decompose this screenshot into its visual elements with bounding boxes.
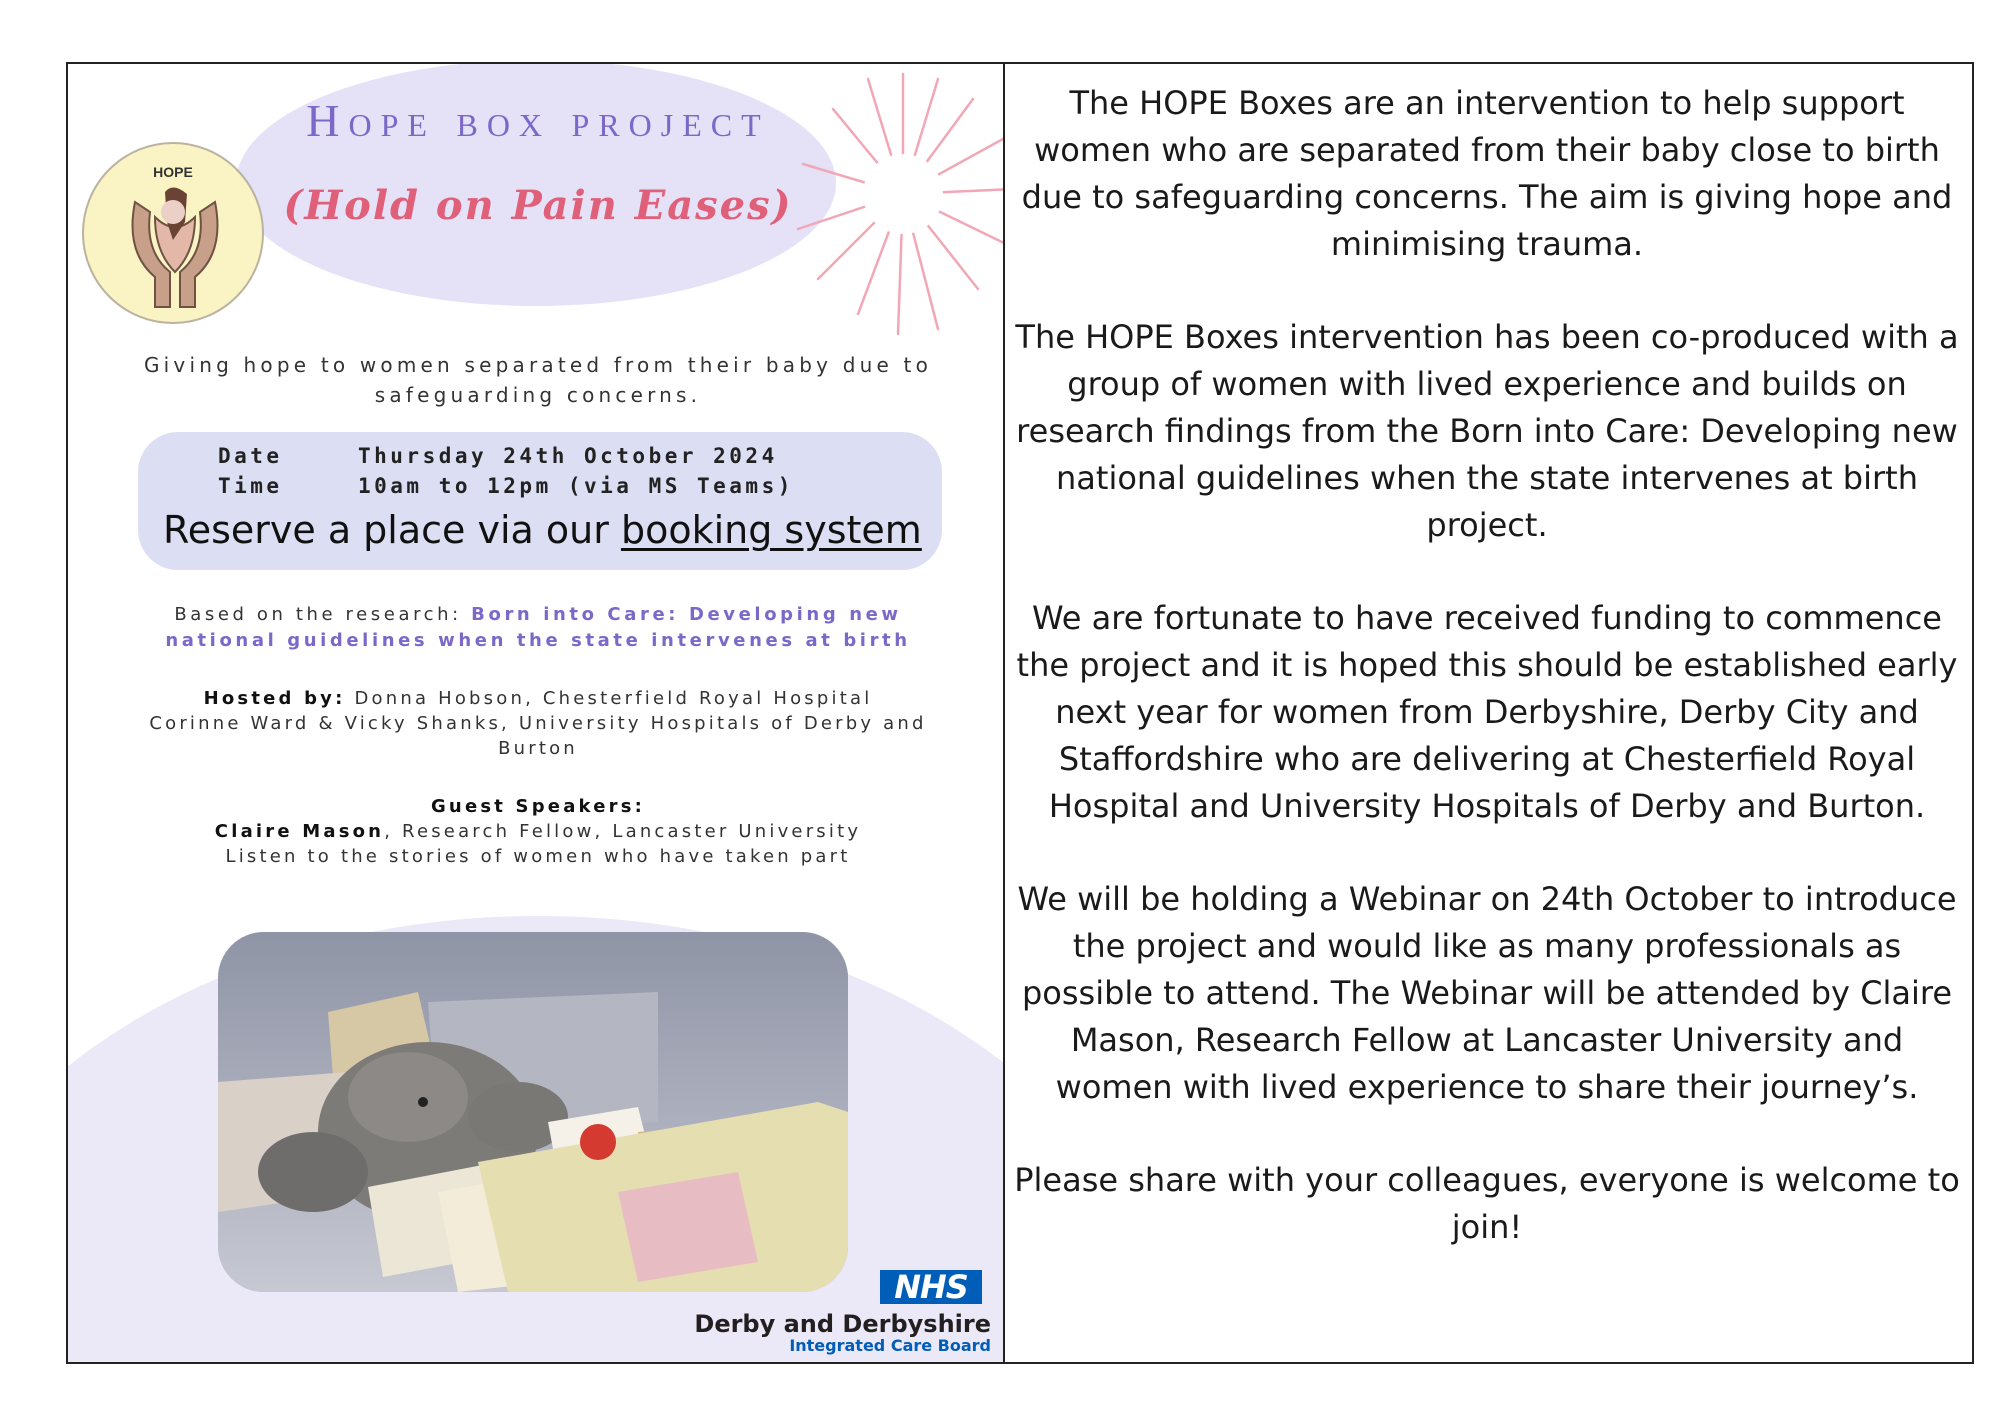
hosted-label: Hosted by: — [203, 688, 346, 709]
column-divider — [1003, 62, 1005, 1364]
logo-text: HOPE — [153, 164, 193, 180]
flyer-subtitle: (Hold on Pain Eases) — [283, 182, 793, 229]
paragraph-intro: The HOPE Boxes are an intervention to help support women who are separated from their baby close to birth due to safeguarding concerns. The aim is giving hope and minimising trauma. — [1021, 84, 1953, 263]
nhs-org-name: Derby and Derbyshire — [694, 1310, 991, 1338]
time-value: 10am to 12pm (via MS Teams) — [358, 474, 794, 498]
nhs-logo: NHS — [880, 1270, 982, 1304]
hosted-line-1: Donna Hobson, Chesterfield Royal Hospital — [345, 688, 873, 709]
date-value: Thursday 24th October 2024 — [358, 444, 778, 468]
guest-role: , Research Fellow, Lancaster University — [384, 821, 862, 842]
time-label: Time — [218, 474, 283, 498]
firework-burst-icon — [788, 64, 1003, 344]
description-panel — [1012, 80, 1962, 1297]
flyer-tagline: Giving hope to women separated from their baby due to safeguarding concerns. — [143, 353, 933, 407]
paragraph-coproduced: The HOPE Boxes intervention has been co-produced with a group of women with lived experience and builds on research findings from the Born into Care: Developing new national guidelines when the state intervenes at birth project. — [1015, 318, 1959, 544]
hosted-line-2: Corinne Ward & Vicky Shanks, University Hospitals of Derby and Burton — [149, 713, 927, 759]
guest-label: Guest Speakers: — [430, 796, 646, 817]
hope-box-photo — [218, 932, 848, 1292]
guest-speakers — [118, 794, 958, 869]
research-prefix: Based on the research: — [174, 604, 472, 625]
hands-icon — [115, 182, 235, 312]
paragraph-webinar: We will be holding a Webinar on 24th October to introduce the project and would like as many professionals as possible to attend. The Webinar will be attended by Claire Mason, Research Fellow at Lancaster University and women with lived experience to share their journey’s. — [1017, 880, 1957, 1106]
booking-system-link[interactable]: booking system — [620, 508, 922, 552]
event-flyer — [68, 64, 1003, 1362]
hope-logo — [82, 142, 264, 324]
research-title: Born into Care: Developing new national guidelines when the state intervenes at birth — [165, 604, 911, 651]
reserve-line — [163, 508, 922, 552]
guest-name: Claire Mason — [214, 821, 385, 842]
hosted-by — [118, 686, 958, 761]
reserve-prefix: Reserve a place via our — [163, 508, 621, 552]
date-label: Date — [218, 444, 283, 468]
nhs-org-subtitle: Integrated Care Board — [789, 1336, 991, 1355]
paragraph-share: Please share with your colleagues, everyone is welcome to join! — [1014, 1161, 1960, 1246]
research-reference — [128, 602, 948, 654]
paragraph-funding: We are fortunate to have received funding to commence the project and it is hoped this should be established early next year for women from Derbyshire, Derby City and Staffordshire who are delivering at Chesterfield Royal Hospital and University Hospitals of Derby and Burton. — [1016, 599, 1958, 825]
flyer-title: Hope box project — [306, 95, 770, 146]
guest-line-2: Listen to the stories of women who have taken part — [225, 846, 851, 867]
